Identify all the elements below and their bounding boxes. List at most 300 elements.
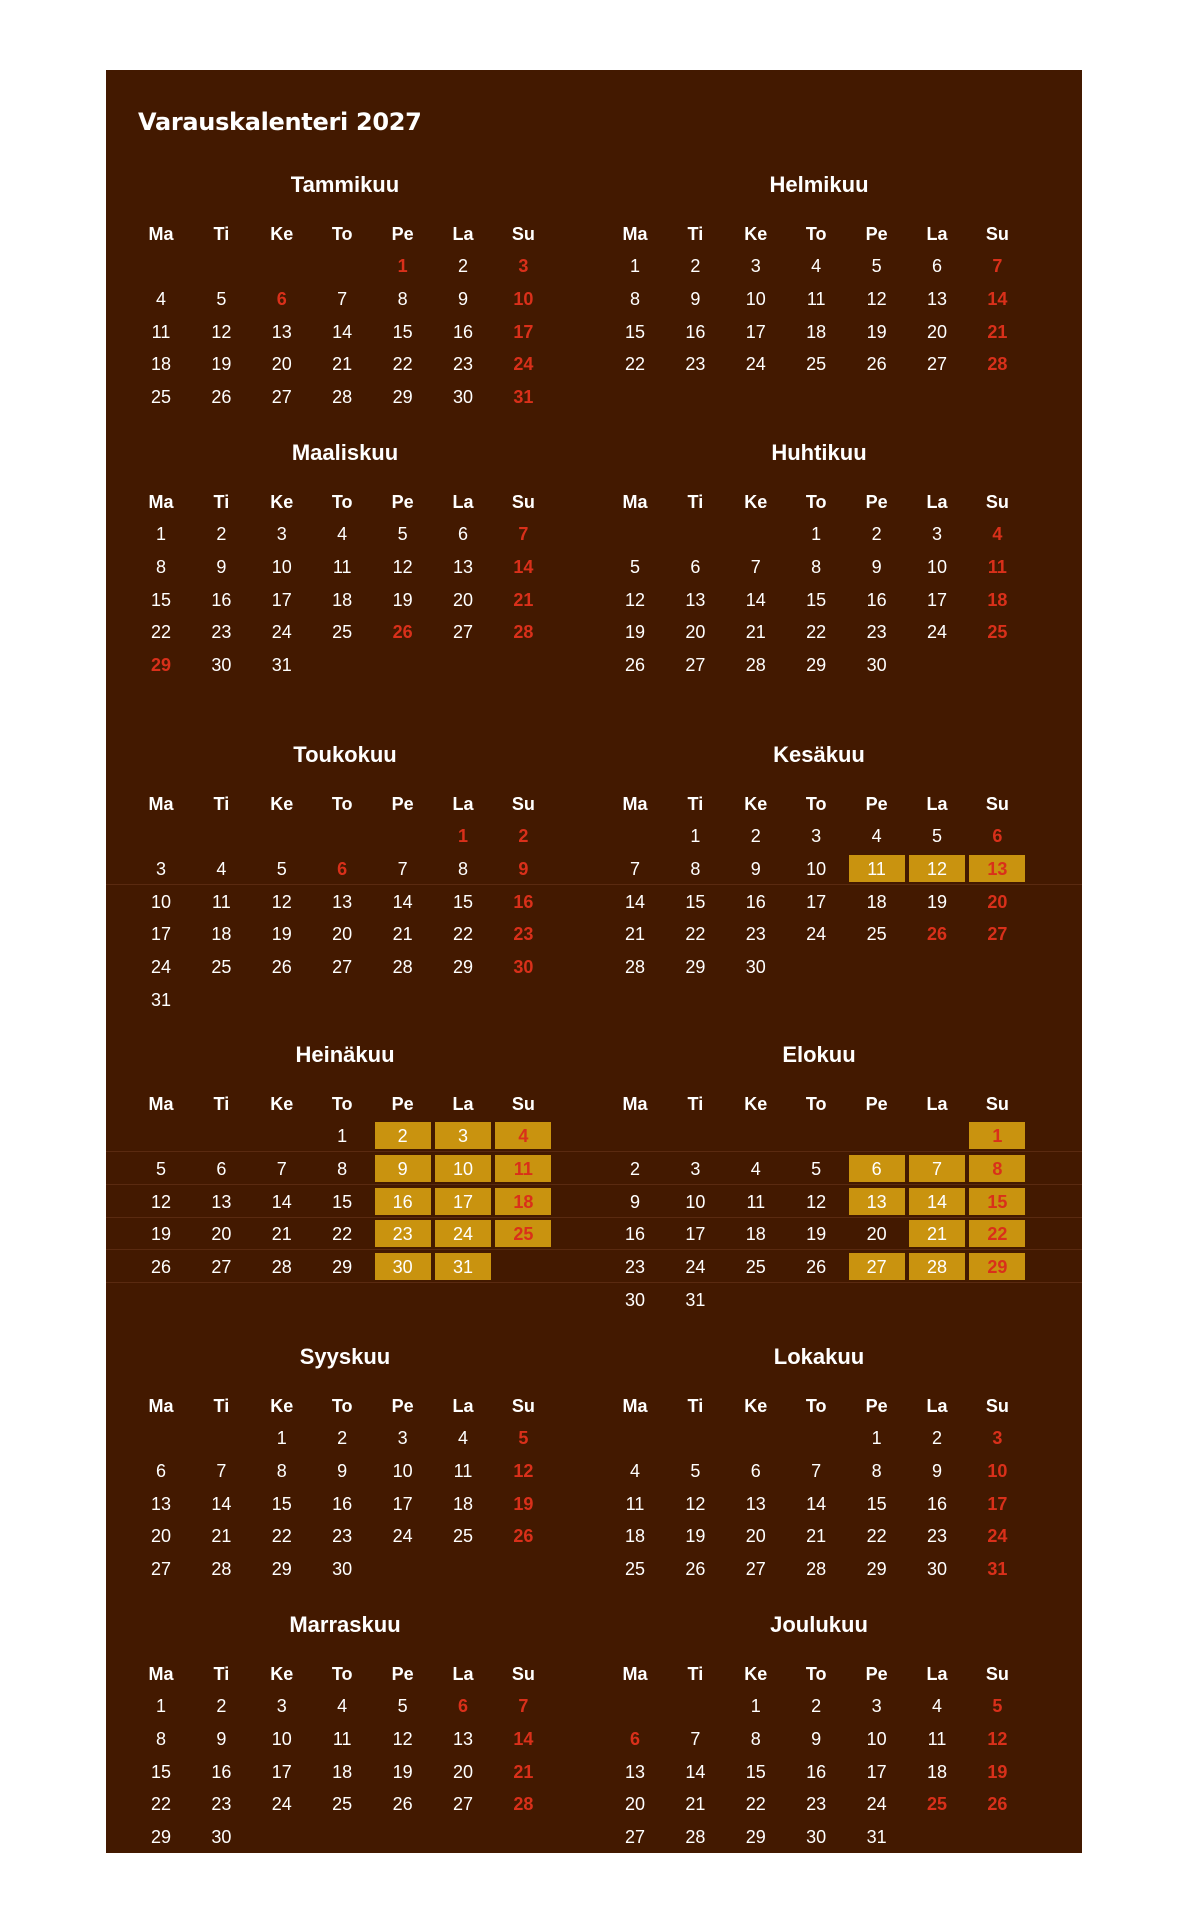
- day-cell[interactable]: 26: [685, 1559, 706, 1580]
- day-cell[interactable]: 11: [332, 556, 352, 577]
- day-cell[interactable]: 30: [745, 957, 766, 978]
- day-cell[interactable]: 31: [987, 1559, 1008, 1580]
- day-cell[interactable]: 21: [211, 1526, 232, 1547]
- day-cell[interactable]: 6: [690, 556, 701, 577]
- day-cell[interactable]: 22: [150, 1794, 172, 1815]
- day-cell[interactable]: 27: [685, 655, 706, 676]
- day-cell[interactable]: 23: [211, 622, 232, 643]
- day-cell[interactable]: 1: [155, 1696, 166, 1716]
- day-cell[interactable]: 20: [452, 1761, 474, 1782]
- day-cell[interactable]: 26: [806, 1257, 827, 1278]
- day-cell[interactable]: 1: [337, 1126, 348, 1146]
- day-cell[interactable]: 16: [745, 891, 766, 912]
- day-cell[interactable]: 30: [332, 1559, 353, 1580]
- day-cell-booked[interactable]: 8: [969, 1155, 1025, 1182]
- day-cell[interactable]: 7: [750, 556, 761, 577]
- day-cell[interactable]: 9: [871, 556, 882, 577]
- day-cell[interactable]: 10: [926, 556, 948, 577]
- day-cell[interactable]: 24: [685, 1257, 706, 1278]
- day-cell[interactable]: 5: [992, 1696, 1003, 1716]
- day-cell[interactable]: 1: [690, 826, 701, 846]
- day-cell[interactable]: 12: [392, 556, 413, 577]
- day-cell[interactable]: 8: [337, 1158, 348, 1179]
- day-cell-booked[interactable]: 29: [969, 1253, 1025, 1280]
- day-cell[interactable]: 27: [452, 1794, 474, 1815]
- day-cell[interactable]: 15: [624, 321, 646, 342]
- day-cell[interactable]: 3: [690, 1158, 701, 1179]
- day-cell[interactable]: 18: [211, 924, 232, 945]
- day-cell[interactable]: 24: [150, 957, 172, 978]
- day-cell[interactable]: 11: [746, 1191, 766, 1212]
- day-cell[interactable]: 11: [332, 1728, 352, 1749]
- day-cell[interactable]: 8: [871, 1460, 882, 1481]
- day-cell[interactable]: 24: [806, 924, 827, 945]
- day-cell[interactable]: 7: [518, 1696, 529, 1716]
- day-cell[interactable]: 7: [518, 524, 529, 544]
- day-cell[interactable]: 13: [926, 288, 948, 309]
- day-cell[interactable]: 27: [624, 1827, 646, 1848]
- day-cell-booked[interactable]: 15: [969, 1188, 1025, 1215]
- day-cell[interactable]: 22: [806, 622, 827, 643]
- day-cell[interactable]: 8: [750, 1728, 761, 1749]
- day-cell[interactable]: 12: [150, 1191, 172, 1212]
- day-cell-booked[interactable]: 17: [435, 1188, 491, 1215]
- day-cell[interactable]: 10: [987, 1460, 1008, 1481]
- day-cell[interactable]: 28: [806, 1559, 827, 1580]
- day-cell[interactable]: 20: [987, 891, 1008, 912]
- day-cell[interactable]: 2: [931, 1428, 942, 1448]
- day-cell[interactable]: 27: [452, 622, 474, 643]
- day-cell[interactable]: 13: [685, 589, 706, 610]
- day-cell[interactable]: 14: [211, 1493, 232, 1514]
- day-cell[interactable]: 24: [392, 1526, 413, 1547]
- day-cell[interactable]: 3: [811, 826, 822, 846]
- day-cell[interactable]: 14: [745, 589, 766, 610]
- day-cell[interactable]: 5: [518, 1428, 529, 1448]
- day-cell[interactable]: 6: [931, 256, 942, 276]
- day-cell[interactable]: 17: [806, 891, 827, 912]
- day-cell[interactable]: 7: [216, 1460, 227, 1481]
- day-cell[interactable]: 25: [987, 622, 1008, 643]
- day-cell[interactable]: 28: [211, 1559, 232, 1580]
- day-cell[interactable]: 14: [332, 321, 353, 342]
- day-cell[interactable]: 25: [745, 1257, 766, 1278]
- day-cell[interactable]: 29: [271, 1559, 292, 1580]
- day-cell[interactable]: 14: [806, 1493, 827, 1514]
- day-cell[interactable]: 5: [276, 858, 287, 879]
- day-cell[interactable]: 26: [392, 622, 413, 643]
- day-cell[interactable]: 21: [685, 1794, 706, 1815]
- day-cell[interactable]: 1: [155, 524, 166, 544]
- day-cell[interactable]: 19: [211, 354, 232, 375]
- day-cell-booked[interactable]: 13: [969, 855, 1025, 882]
- day-cell[interactable]: 6: [337, 858, 348, 879]
- day-cell[interactable]: 17: [150, 924, 172, 945]
- day-cell[interactable]: 15: [392, 321, 413, 342]
- day-cell[interactable]: 23: [332, 1526, 353, 1547]
- day-cell[interactable]: 12: [513, 1460, 534, 1481]
- day-cell[interactable]: 2: [871, 524, 882, 544]
- day-cell[interactable]: 21: [624, 924, 646, 945]
- day-cell[interactable]: 9: [216, 556, 227, 577]
- day-cell[interactable]: 24: [513, 354, 534, 375]
- day-cell[interactable]: 15: [150, 589, 172, 610]
- day-cell[interactable]: 6: [276, 288, 287, 309]
- day-cell-booked[interactable]: 4: [495, 1122, 551, 1149]
- day-cell[interactable]: 19: [271, 924, 292, 945]
- day-cell[interactable]: 28: [271, 1257, 292, 1278]
- day-cell[interactable]: 13: [211, 1191, 232, 1212]
- day-cell[interactable]: 25: [452, 1526, 474, 1547]
- day-cell[interactable]: 29: [150, 655, 172, 676]
- day-cell-booked[interactable]: 2: [375, 1122, 431, 1149]
- day-cell[interactable]: 9: [457, 288, 468, 309]
- day-cell[interactable]: 17: [271, 1761, 292, 1782]
- day-cell[interactable]: 25: [150, 387, 172, 408]
- day-cell[interactable]: 4: [337, 524, 348, 544]
- day-cell[interactable]: 21: [745, 622, 766, 643]
- day-cell[interactable]: 24: [987, 1526, 1008, 1547]
- day-cell-booked[interactable]: 16: [375, 1188, 431, 1215]
- day-cell[interactable]: 12: [866, 288, 887, 309]
- day-cell[interactable]: 10: [513, 288, 534, 309]
- day-cell[interactable]: 19: [926, 891, 948, 912]
- day-cell[interactable]: 1: [629, 256, 640, 276]
- day-cell[interactable]: 19: [685, 1526, 706, 1547]
- day-cell[interactable]: 30: [211, 655, 232, 676]
- day-cell[interactable]: 16: [211, 1761, 232, 1782]
- day-cell[interactable]: 25: [332, 1794, 353, 1815]
- day-cell-booked[interactable]: 25: [495, 1220, 551, 1247]
- day-cell[interactable]: 9: [690, 288, 701, 309]
- day-cell[interactable]: 31: [685, 1290, 706, 1310]
- day-cell[interactable]: 5: [629, 556, 640, 577]
- day-cell[interactable]: 25: [332, 622, 353, 643]
- day-cell[interactable]: 17: [685, 1224, 706, 1245]
- day-cell[interactable]: 7: [276, 1158, 287, 1179]
- day-cell[interactable]: 5: [690, 1460, 701, 1481]
- day-cell[interactable]: 26: [624, 655, 646, 676]
- day-cell[interactable]: 1: [871, 1428, 882, 1448]
- day-cell[interactable]: 31: [866, 1827, 887, 1848]
- day-cell[interactable]: 24: [745, 354, 766, 375]
- day-cell[interactable]: 23: [513, 924, 534, 945]
- day-cell[interactable]: 31: [271, 655, 292, 676]
- day-cell[interactable]: 30: [211, 1827, 232, 1848]
- day-cell[interactable]: 6: [992, 826, 1003, 846]
- day-cell[interactable]: 4: [871, 826, 882, 846]
- day-cell[interactable]: 19: [513, 1493, 534, 1514]
- day-cell[interactable]: 15: [452, 891, 474, 912]
- day-cell[interactable]: 29: [866, 1559, 887, 1580]
- day-cell[interactable]: 29: [806, 655, 827, 676]
- day-cell[interactable]: 14: [513, 556, 534, 577]
- day-cell[interactable]: 19: [150, 1224, 172, 1245]
- day-cell[interactable]: 27: [211, 1257, 232, 1278]
- day-cell[interactable]: 17: [987, 1493, 1008, 1514]
- day-cell[interactable]: 5: [397, 524, 408, 544]
- day-cell[interactable]: 2: [457, 256, 468, 276]
- day-cell[interactable]: 15: [685, 891, 706, 912]
- day-cell[interactable]: 17: [926, 589, 948, 610]
- day-cell[interactable]: 26: [150, 1257, 172, 1278]
- day-cell[interactable]: 22: [150, 622, 172, 643]
- day-cell[interactable]: 8: [155, 556, 166, 577]
- day-cell[interactable]: 20: [866, 1224, 887, 1245]
- day-cell-booked[interactable]: 14: [909, 1188, 965, 1215]
- day-cell[interactable]: 9: [750, 858, 761, 879]
- day-cell[interactable]: 2: [216, 524, 227, 544]
- day-cell[interactable]: 14: [624, 891, 646, 912]
- day-cell[interactable]: 30: [513, 957, 534, 978]
- day-cell[interactable]: 16: [513, 891, 534, 912]
- day-cell[interactable]: 13: [150, 1493, 172, 1514]
- day-cell[interactable]: 26: [211, 387, 232, 408]
- day-cell[interactable]: 21: [332, 354, 353, 375]
- day-cell[interactable]: 17: [513, 321, 534, 342]
- day-cell[interactable]: 18: [624, 1526, 646, 1547]
- day-cell-booked[interactable]: 11: [849, 855, 905, 882]
- day-cell[interactable]: 8: [276, 1460, 287, 1481]
- day-cell[interactable]: 2: [518, 826, 529, 846]
- day-cell[interactable]: 6: [750, 1460, 761, 1481]
- day-cell[interactable]: 20: [926, 321, 948, 342]
- day-cell[interactable]: 8: [155, 1728, 166, 1749]
- day-cell[interactable]: 1: [397, 256, 408, 276]
- day-cell[interactable]: 12: [211, 321, 232, 342]
- day-cell[interactable]: 3: [931, 524, 942, 544]
- day-cell[interactable]: 14: [987, 288, 1008, 309]
- day-cell[interactable]: 11: [151, 321, 171, 342]
- day-cell[interactable]: 13: [332, 891, 353, 912]
- day-cell[interactable]: 29: [392, 387, 413, 408]
- day-cell[interactable]: 16: [452, 321, 474, 342]
- day-cell[interactable]: 25: [806, 354, 827, 375]
- day-cell[interactable]: 22: [332, 1224, 353, 1245]
- day-cell[interactable]: 4: [992, 524, 1003, 544]
- day-cell[interactable]: 29: [332, 1257, 353, 1278]
- day-cell[interactable]: 7: [629, 858, 640, 879]
- day-cell[interactable]: 7: [690, 1728, 701, 1749]
- day-cell[interactable]: 9: [216, 1728, 227, 1749]
- day-cell-booked[interactable]: 28: [909, 1253, 965, 1280]
- day-cell[interactable]: 1: [750, 1696, 761, 1716]
- day-cell[interactable]: 23: [685, 354, 706, 375]
- day-cell[interactable]: 26: [866, 354, 887, 375]
- day-cell[interactable]: 16: [211, 589, 232, 610]
- day-cell[interactable]: 13: [452, 556, 474, 577]
- day-cell[interactable]: 23: [866, 622, 887, 643]
- day-cell[interactable]: 23: [624, 1257, 646, 1278]
- day-cell[interactable]: 10: [150, 891, 172, 912]
- day-cell[interactable]: 3: [397, 1428, 408, 1448]
- day-cell[interactable]: 27: [987, 924, 1008, 945]
- day-cell-booked[interactable]: 10: [435, 1155, 491, 1182]
- day-cell[interactable]: 24: [926, 622, 948, 643]
- day-cell[interactable]: 26: [271, 957, 292, 978]
- day-cell[interactable]: 8: [690, 858, 701, 879]
- day-cell[interactable]: 10: [271, 1728, 292, 1749]
- day-cell[interactable]: 27: [271, 387, 292, 408]
- day-cell[interactable]: 27: [926, 354, 948, 375]
- day-cell[interactable]: 28: [513, 1794, 534, 1815]
- day-cell[interactable]: 25: [624, 1559, 646, 1580]
- day-cell[interactable]: 20: [332, 924, 353, 945]
- day-cell[interactable]: 18: [332, 1761, 353, 1782]
- day-cell[interactable]: 9: [629, 1191, 640, 1212]
- day-cell[interactable]: 13: [452, 1728, 474, 1749]
- day-cell[interactable]: 11: [212, 891, 231, 912]
- day-cell[interactable]: 5: [811, 1158, 822, 1179]
- day-cell[interactable]: 7: [397, 858, 408, 879]
- day-cell[interactable]: 21: [513, 1761, 534, 1782]
- day-cell[interactable]: 19: [987, 1761, 1008, 1782]
- day-cell-booked[interactable]: 21: [909, 1220, 965, 1247]
- day-cell[interactable]: 29: [452, 957, 474, 978]
- day-cell[interactable]: 26: [926, 924, 948, 945]
- day-cell[interactable]: 7: [337, 288, 348, 309]
- day-cell[interactable]: 21: [513, 589, 534, 610]
- day-cell[interactable]: 12: [806, 1191, 827, 1212]
- day-cell[interactable]: 4: [155, 288, 166, 309]
- day-cell[interactable]: 22: [271, 1526, 292, 1547]
- day-cell[interactable]: 20: [150, 1526, 172, 1547]
- day-cell[interactable]: 30: [866, 655, 887, 676]
- day-cell[interactable]: 24: [271, 622, 292, 643]
- day-cell[interactable]: 9: [337, 1460, 348, 1481]
- day-cell-booked[interactable]: 22: [969, 1220, 1025, 1247]
- day-cell[interactable]: 23: [806, 1794, 827, 1815]
- day-cell[interactable]: 20: [271, 354, 292, 375]
- day-cell[interactable]: 31: [150, 990, 172, 1010]
- day-cell[interactable]: 29: [685, 957, 706, 978]
- day-cell[interactable]: 15: [745, 1761, 766, 1782]
- day-cell[interactable]: 17: [271, 589, 292, 610]
- day-cell[interactable]: 15: [866, 1493, 887, 1514]
- day-cell[interactable]: 10: [271, 556, 292, 577]
- day-cell[interactable]: 5: [871, 256, 882, 276]
- day-cell[interactable]: 29: [745, 1827, 766, 1848]
- day-cell[interactable]: 3: [992, 1428, 1003, 1448]
- day-cell[interactable]: 9: [518, 858, 529, 879]
- day-cell[interactable]: 4: [931, 1696, 942, 1716]
- day-cell[interactable]: 19: [392, 1761, 413, 1782]
- day-cell[interactable]: 16: [866, 589, 887, 610]
- day-cell[interactable]: 16: [806, 1761, 827, 1782]
- day-cell[interactable]: 3: [750, 256, 761, 276]
- day-cell[interactable]: 20: [685, 622, 706, 643]
- day-cell[interactable]: 10: [866, 1728, 887, 1749]
- day-cell[interactable]: 18: [745, 1224, 766, 1245]
- day-cell[interactable]: 28: [987, 354, 1008, 375]
- day-cell[interactable]: 12: [624, 589, 646, 610]
- day-cell-booked[interactable]: 24: [435, 1220, 491, 1247]
- day-cell-booked[interactable]: 9: [375, 1155, 431, 1182]
- day-cell[interactable]: 5: [397, 1696, 408, 1716]
- day-cell[interactable]: 23: [745, 924, 766, 945]
- day-cell[interactable]: 12: [987, 1728, 1008, 1749]
- day-cell[interactable]: 24: [271, 1794, 292, 1815]
- day-cell[interactable]: 18: [926, 1761, 948, 1782]
- day-cell[interactable]: 18: [806, 321, 827, 342]
- day-cell[interactable]: 19: [806, 1224, 827, 1245]
- day-cell[interactable]: 28: [392, 957, 413, 978]
- day-cell[interactable]: 8: [397, 288, 408, 309]
- day-cell[interactable]: 22: [392, 354, 413, 375]
- day-cell[interactable]: 26: [513, 1526, 534, 1547]
- day-cell[interactable]: 7: [811, 1460, 822, 1481]
- day-cell[interactable]: 28: [624, 957, 646, 978]
- day-cell[interactable]: 13: [271, 321, 292, 342]
- day-cell-booked[interactable]: 31: [435, 1253, 491, 1280]
- day-cell[interactable]: 19: [624, 622, 646, 643]
- day-cell[interactable]: 30: [926, 1559, 948, 1580]
- day-cell[interactable]: 15: [150, 1761, 172, 1782]
- day-cell[interactable]: 21: [806, 1526, 827, 1547]
- day-cell[interactable]: 4: [337, 1696, 348, 1716]
- day-cell[interactable]: 28: [745, 655, 766, 676]
- day-cell[interactable]: 29: [150, 1827, 172, 1848]
- day-cell[interactable]: 11: [625, 1493, 645, 1514]
- day-cell[interactable]: 22: [452, 924, 474, 945]
- day-cell[interactable]: 26: [392, 1794, 413, 1815]
- day-cell[interactable]: 11: [806, 288, 826, 309]
- day-cell[interactable]: 20: [452, 589, 474, 610]
- day-cell-booked[interactable]: 13: [849, 1188, 905, 1215]
- day-cell[interactable]: 22: [745, 1794, 766, 1815]
- day-cell[interactable]: 14: [685, 1761, 706, 1782]
- day-cell-booked[interactable]: 6: [849, 1155, 905, 1182]
- day-cell-booked[interactable]: 3: [435, 1122, 491, 1149]
- day-cell[interactable]: 23: [926, 1526, 948, 1547]
- day-cell[interactable]: 16: [926, 1493, 948, 1514]
- day-cell[interactable]: 30: [624, 1290, 646, 1310]
- day-cell[interactable]: 2: [216, 1696, 227, 1716]
- day-cell[interactable]: 22: [624, 354, 646, 375]
- day-cell[interactable]: 5: [155, 1158, 166, 1179]
- day-cell[interactable]: 27: [332, 957, 353, 978]
- day-cell[interactable]: 18: [332, 589, 353, 610]
- day-cell[interactable]: 2: [750, 826, 761, 846]
- day-cell[interactable]: 17: [866, 1761, 887, 1782]
- day-cell[interactable]: 3: [276, 524, 287, 544]
- day-cell[interactable]: 12: [392, 1728, 413, 1749]
- day-cell[interactable]: 6: [457, 1696, 468, 1716]
- day-cell[interactable]: 10: [806, 858, 827, 879]
- day-cell[interactable]: 8: [629, 288, 640, 309]
- day-cell[interactable]: 31: [513, 387, 534, 408]
- day-cell[interactable]: 8: [457, 858, 468, 879]
- day-cell[interactable]: 1: [457, 826, 468, 846]
- day-cell[interactable]: 8: [811, 556, 822, 577]
- day-cell[interactable]: 28: [513, 622, 534, 643]
- day-cell[interactable]: 14: [513, 1728, 534, 1749]
- day-cell[interactable]: 4: [216, 858, 227, 879]
- day-cell[interactable]: 21: [987, 321, 1008, 342]
- day-cell[interactable]: 2: [629, 1158, 640, 1179]
- day-cell[interactable]: 9: [811, 1728, 822, 1749]
- day-cell[interactable]: 13: [745, 1493, 766, 1514]
- day-cell[interactable]: 12: [271, 891, 292, 912]
- day-cell[interactable]: 7: [992, 256, 1003, 276]
- day-cell[interactable]: 16: [624, 1224, 646, 1245]
- day-cell[interactable]: 30: [452, 387, 474, 408]
- day-cell[interactable]: 6: [457, 524, 468, 544]
- day-cell-booked[interactable]: 30: [375, 1253, 431, 1280]
- day-cell[interactable]: 3: [276, 1696, 287, 1716]
- day-cell[interactable]: 23: [452, 354, 474, 375]
- day-cell[interactable]: 19: [392, 589, 413, 610]
